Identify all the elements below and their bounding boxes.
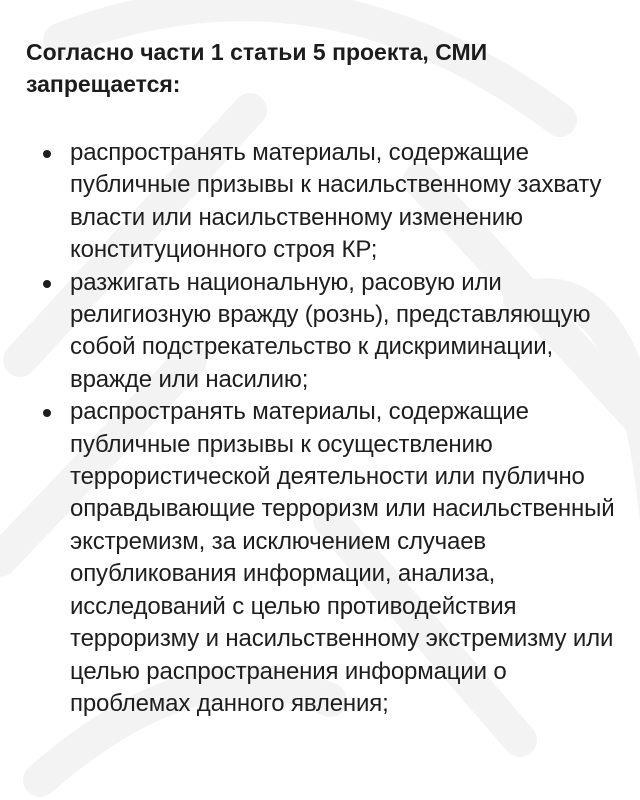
list-item bbox=[0, 396, 640, 720]
list-item-text: распространять материалы, содержащие публичные призывы к осуществлению террористической деятельности или публично оправдывающие терроризм или насильственный экстремизм, за исключением случаев опубликования информации, анализа, исследований с целью противодействия терроризму и насильственному экстремизму или целью распространения информации о проблемах данного явления; bbox=[70, 398, 615, 717]
list-item-text: разжигать национальную, расовую или религиозную вражду (рознь), представляющую собой подстрекательство к дискриминации, вражде или насилию; bbox=[70, 268, 591, 393]
list-item-text: распространять материалы, содержащие публичные призывы к насильственному захвату власти или насильственному изменению конституционного строя КР; bbox=[70, 139, 602, 264]
prohibition-list bbox=[0, 137, 640, 720]
list-item bbox=[0, 137, 640, 267]
document-title: Согласно части 1 статьи 5 проекта, СМИ запрещается: bbox=[26, 39, 488, 97]
bullet-dot-icon bbox=[43, 409, 51, 417]
list-item bbox=[0, 267, 640, 397]
bullet-dot-icon bbox=[43, 150, 51, 158]
bullet-dot-icon bbox=[43, 280, 51, 288]
